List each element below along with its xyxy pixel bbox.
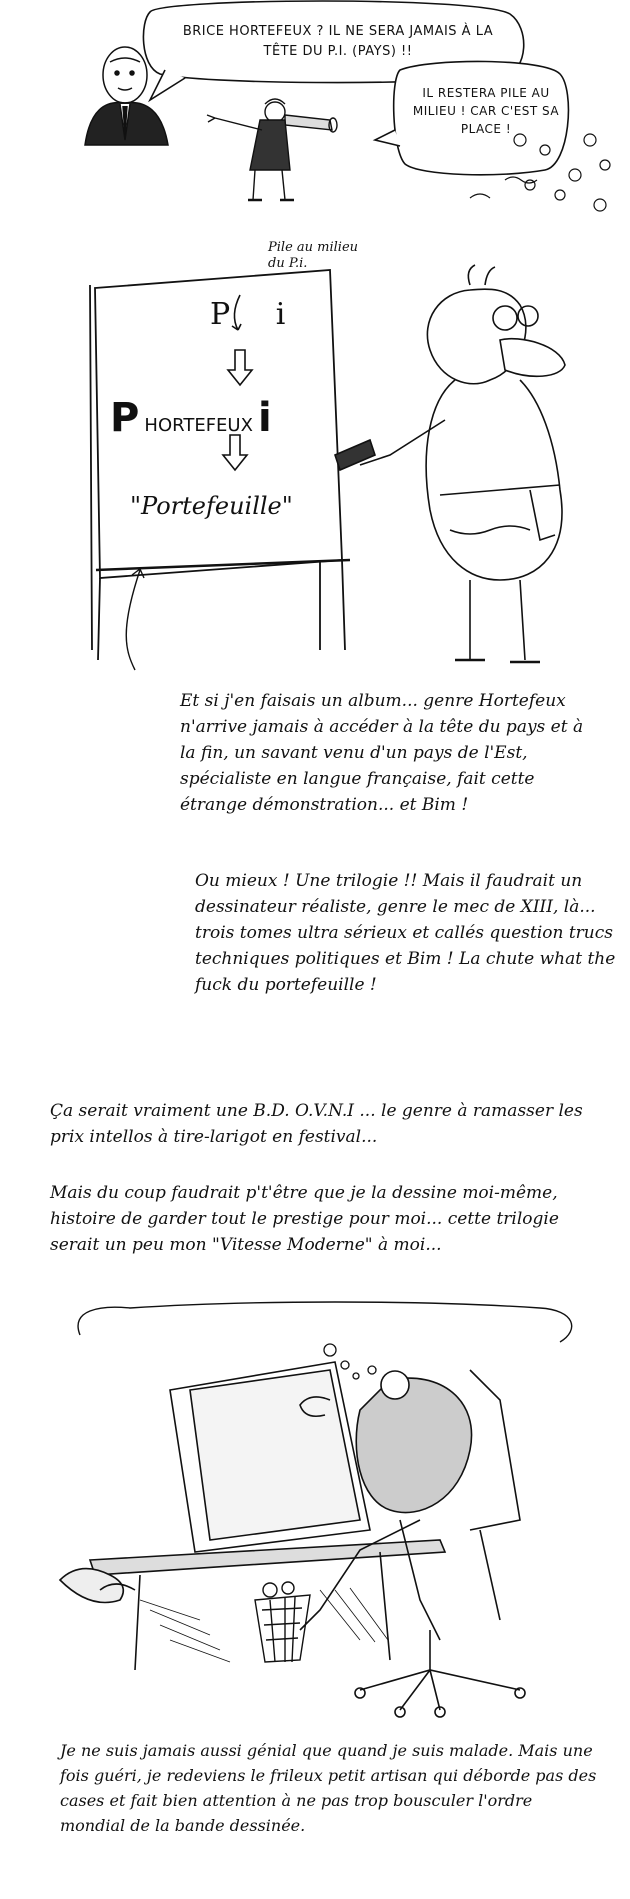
bubble-text-right: IL RESTERA PILE AU MILIEU ! CAR C'EST SA PLACE ! [412,86,560,136]
board-letter-p: P [110,395,140,441]
wastebasket [255,1582,310,1662]
text-block-trilogy: Ou mieux ! Une trilogie !! Mais il faudrait un dessinateur réaliste, genre le mec de XIII, là... trois tomes ultra sérieux et callés question trucs techniques politiques et Bim ! La chute what the fuck du portefeuille ! [195,871,616,995]
text-block-album-idea: Et si j'en faisais un album... genre Hortefeux n'arrive jamais à accéder à la tête du pays et à la fin, un savant venu d'un pays de l'Est, spécialiste en langue française, fait cette étrange démonstration... et Bim ! [180,691,584,815]
bubble-text-top: BRICE HORTEFEUX ? IL NE SERA JAMAIS À LA TÊTE DU P.I. (PAYS) !! [182,24,494,59]
panel-demonstration [0,230,630,670]
panel-artist-drawing [0,1290,630,1720]
pointer-line [126,570,140,670]
chair-base [355,1630,525,1717]
board-line-pi: P i [210,297,304,332]
board-letter-i: i [258,395,272,441]
panel-politicians [0,0,630,230]
annotation-pile-au-milieu: Pile au milieu du P.i. [268,240,359,271]
professor-figure [335,265,565,662]
panel-demonstration-drawing [0,230,630,670]
text-block-dessine-moi-meme: Mais du coup faudrait p't'être que je la dessine moi-même, histoire de garder tout le prestige pour moi... cette trilogie serait un peu mon "Vitesse Moderne" à moi... [50,1183,559,1255]
board-line-phortefeuxi [110,395,340,441]
telescope-man [207,99,337,200]
text-block-ovni: Ça serait vraiment une B.D. O.V.N.I ... le genre à ramasser les prix intellos à tire-larigot en festival... [50,1101,583,1147]
panel-artist-desk [0,1290,630,1720]
thought-bubble-edge [78,1302,572,1342]
board-line-portefeuille: "Portefeuille" [130,492,293,520]
board-word-hortefeux: HORTEFEUX [144,415,253,436]
text-block-malade: Je ne suis jamais aussi génial que quand je suis malade. Mais une fois guéri, je redeviens le frileux petit artisan qui déborde pas des cases et fait bien attention à ne pas trop bousculer l'ordre mondial de la bande dessinée. [60,1741,597,1835]
